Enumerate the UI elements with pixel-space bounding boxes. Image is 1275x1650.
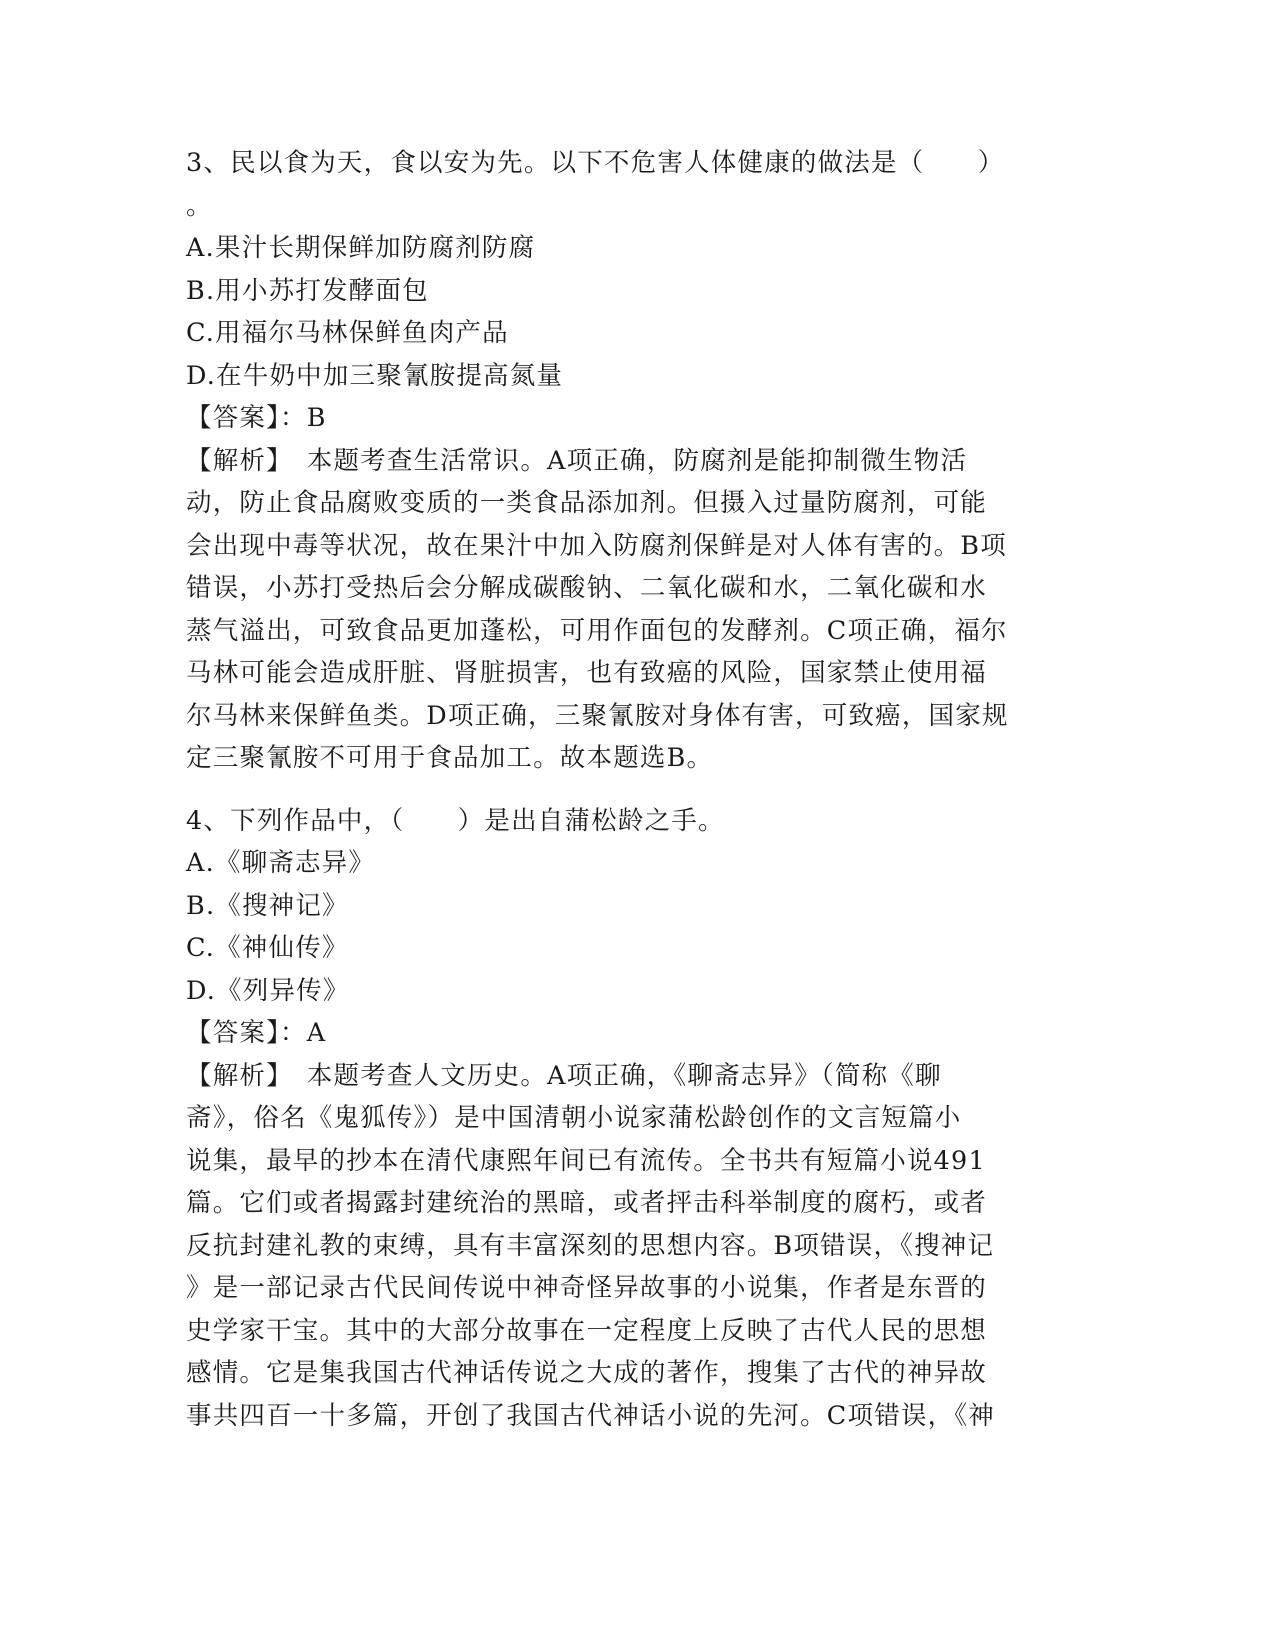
question-3-option-b: B.用小苏打发酵面包 xyxy=(186,275,429,306)
question-4-option-c: C.《神仙传》 xyxy=(186,933,349,963)
question-4-option-b: B.《搜神记》 xyxy=(186,890,349,921)
question-3-option-a: A.果汁长期保鲜加防腐剂防腐 xyxy=(186,233,536,263)
question-3-explanation-line: 动，防止食品腐败变质的一类食品添加剂。但摄入过量防腐剂，可能 xyxy=(186,488,988,518)
question-3-explanation-line: 【解析】 本题考查生活常识。A项正确，防腐剂是能抑制微生物活 xyxy=(186,445,968,476)
question-3-explanation-line: 错误，小苏打受热后会分解成碳酸钠、二氧化碳和水，二氧化碳和水 xyxy=(186,573,988,603)
question-4-explanation-line: 史学家干宝。其中的大部分故事在一定程度上反映了古代人民的思想 xyxy=(186,1315,988,1346)
question-spacer xyxy=(186,780,1275,800)
question-3-option-c: C.用福尔马林保鲜鱼肉产品 xyxy=(186,318,509,348)
question-3-stem: 3、民以食为天，食以安为先。以下不危害人体健康的做法是（ ） xyxy=(186,148,1005,178)
question-3-explanation-line: 定三聚氰胺不可用于食品加工。故本题选B。 xyxy=(186,743,714,773)
question-3-explanation-line: 会出现中毒等状况，故在果汁中加入防腐剂保鲜是对人体有害的。B项 xyxy=(186,530,1007,561)
question-3-explanation-line: 蒸气溢出，可致食品更加蓬松，可用作面包的发酵剂。C项正确，福尔 xyxy=(186,615,1008,646)
question-4-explanation-line: 反抗封建礼教的束缚，具有丰富深刻的思想内容。B项错误，《搜神记 xyxy=(186,1230,995,1261)
question-3-explanation-line: 马林可能会造成肝脏、肾脏损害，也有致癌的风险，国家禁止使用福 xyxy=(186,658,988,688)
question-4-option-a: A.《聊斋志异》 xyxy=(186,848,376,878)
question-4 xyxy=(186,800,1275,1438)
question-4-explanation-line: 【解析】 本题考查人文历史。A项正确，《聊斋志异》（简称《聊 xyxy=(186,1060,942,1091)
question-3-answer: 【答案】：B xyxy=(186,403,327,433)
question-4-answer: 【答案】：A xyxy=(186,1018,327,1048)
question-3-stem-continued: 。 xyxy=(186,190,213,221)
question-3 xyxy=(186,142,1275,780)
question-3-explanation-line: 尔马林来保鲜鱼类。D项正确，三聚氰胺对身体有害，可致癌，国家规 xyxy=(186,700,1009,731)
question-4-option-d: D.《列异传》 xyxy=(186,975,350,1006)
question-4-explanation-line: 事共四百一十多篇，开创了我国古代神话小说的先河。C项错误，《神 xyxy=(186,1400,995,1431)
question-4-explanation-line: 篇。它们或者揭露封建统治的黑暗，或者抨击科举制度的腐朽，或者 xyxy=(186,1188,988,1218)
question-3-option-d: D.在牛奶中加三聚氰胺提高氮量 xyxy=(186,360,564,391)
question-4-explanation-line: 斋》，俗名《鬼狐传》）是中国清朝小说家蒲松龄创作的文言短篇小 xyxy=(186,1103,962,1133)
question-4-explanation-line: 说集，最早的抄本在清代康熙年间已有流传。全书共有短篇小说491 xyxy=(186,1145,986,1176)
question-4-stem: 4、下列作品中，（ ）是出自蒲松龄之手。 xyxy=(186,805,725,836)
question-4-explanation-line: 感情。它是集我国古代神话传说之大成的著作，搜集了古代的神异故 xyxy=(186,1358,988,1388)
question-4-explanation-line: 》是一部记录古代民间传说中神奇怪异故事的小说集，作者是东晋的 xyxy=(186,1273,988,1303)
